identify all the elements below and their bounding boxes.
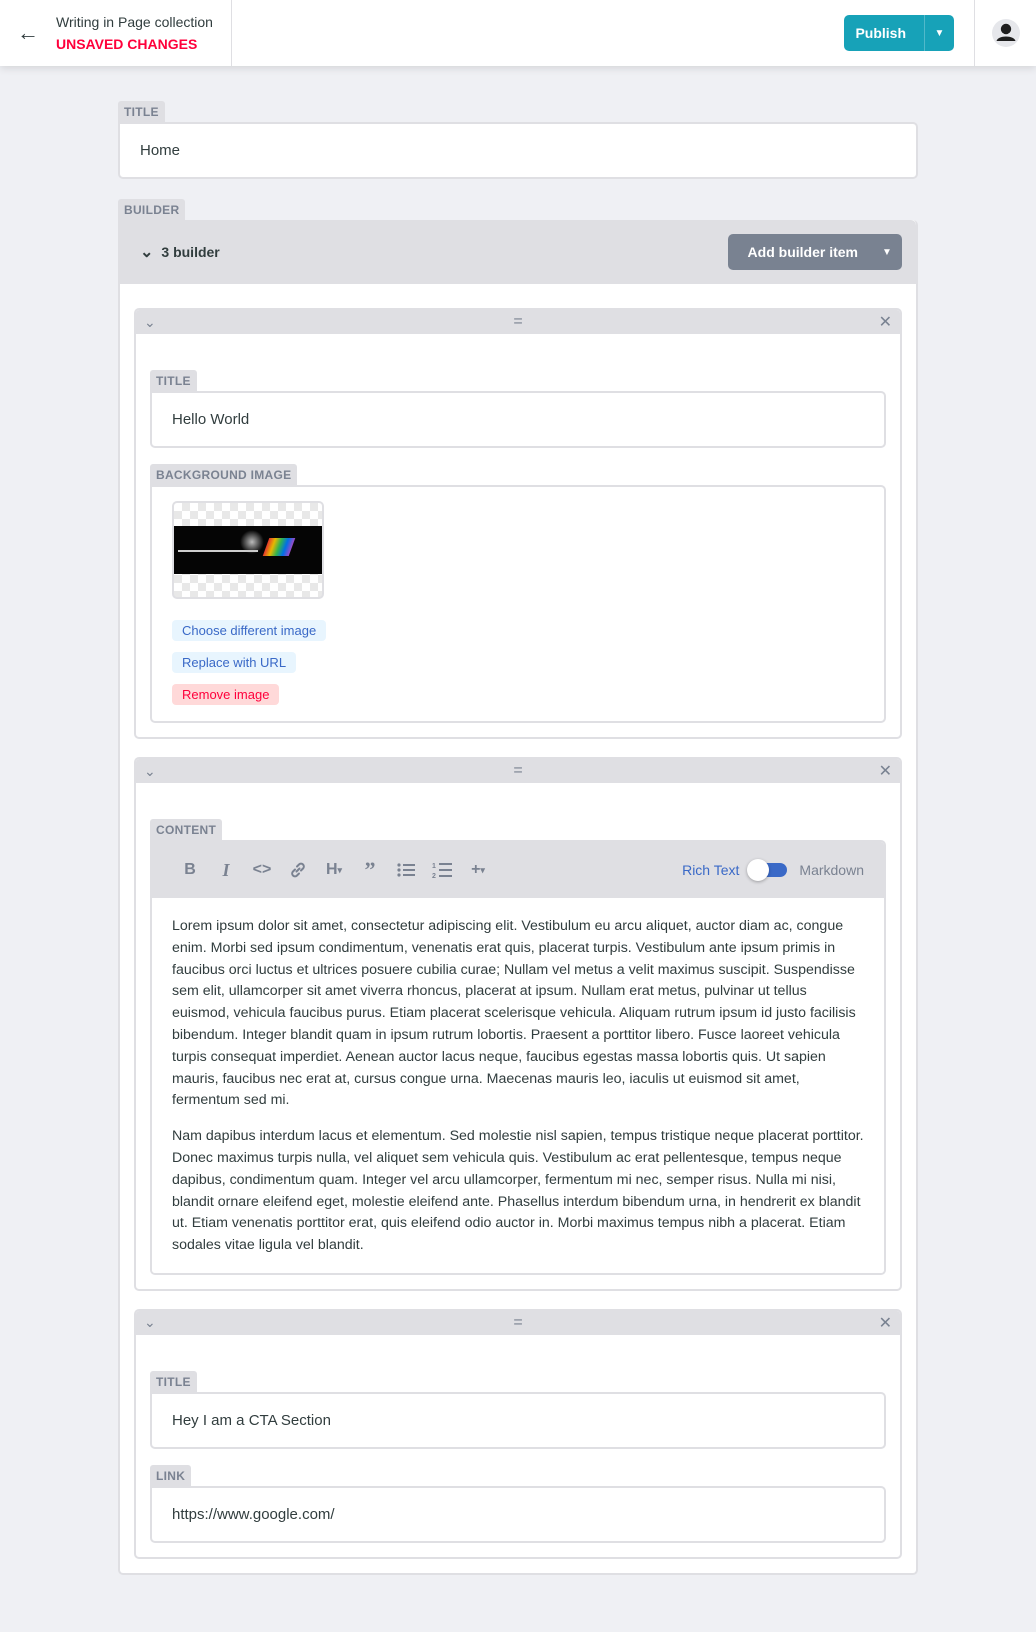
top-bar — [0, 0, 1036, 66]
chevron-down-icon[interactable]: ⌄ — [144, 1314, 156, 1331]
bold-icon[interactable]: B — [184, 861, 196, 878]
chevron-down-icon[interactable]: ⌄ — [144, 313, 156, 330]
remove-image-button[interactable]: Remove image — [172, 684, 279, 705]
rich-text-mode-label[interactable]: Rich Text — [682, 862, 740, 878]
paragraph[interactable]: Lorem ipsum dolor sit amet, consectetur adipiscing elit. Vestibulum eu arcu aliquet, auctor diam ac, congue enim. Morbi sed ipsum condimentum, venenatis erat quis, placerat turpis. Vestibulum ante ipsum primis in faucibus orci luctus et ultrices posuere cubilia curae; Nullam vel metus a velit maximus suscipit. Suspendisse sem elit, ullamcorper sit amet viverra rhoncus, placerat at ipsum. Nullam erat metus, pulvinar ut tellus euismod, vehicula faucibus purus. Etiam placerat scelerisque vehicula. Aliquam rutrum ipsum id justo facilisis bibendum. Integer blandit quam in ipsum rutrum lobortis. Praesent a porttitor libero. Fusce laoreet vehicula turpis consequat imperdiet. Aenean auctor lacus neque, faucibus egestas massa lobortis quis. Ut sapien mauris, faucibus nec erat at, cursus congue urna. Maecenas mauris leo, iaculis ut euismod sit amet, fermentum sed mi. — [172, 918, 856, 1109]
title-field-group — [118, 101, 918, 179]
builder-item-bar — [136, 310, 900, 334]
arrow-left-icon[interactable]: ← — [17, 20, 39, 45]
chevron-down-icon[interactable]: ⌄ — [144, 762, 156, 779]
code-icon[interactable]: <> — [252, 861, 272, 878]
caret-down-icon[interactable]: ▼ — [882, 246, 892, 258]
user-avatar-icon[interactable] — [991, 18, 1021, 48]
builder-item — [134, 308, 902, 739]
markdown-editor — [150, 840, 886, 1275]
close-icon[interactable]: ✕ — [878, 314, 892, 331]
svg-text:1: 1 — [432, 863, 436, 870]
builder-item — [134, 1309, 902, 1559]
builder-list — [118, 220, 918, 1575]
editor-toolbar — [152, 842, 884, 898]
cta-link-input[interactable]: https://www.google.com/ — [150, 1486, 886, 1543]
content-label: CONTENT — [150, 819, 222, 840]
editor-mode-toggle[interactable] — [751, 863, 787, 877]
builder-toolbar — [120, 220, 916, 284]
numbered-list-icon[interactable] — [424, 855, 460, 885]
add-builder-item-label[interactable]: Add builder item — [747, 244, 858, 260]
background-image-group — [150, 464, 886, 723]
caret-down-icon[interactable]: ▼ — [924, 15, 954, 51]
back-to-collection[interactable] — [0, 0, 232, 66]
publish-label[interactable]: Publish — [855, 25, 906, 41]
cta-link-group — [150, 1465, 886, 1543]
drag-handle-icon[interactable]: = — [513, 313, 523, 330]
replace-with-url-button[interactable]: Replace with URL — [172, 652, 296, 673]
markdown-mode-label[interactable]: Markdown — [799, 862, 864, 878]
builder-item-bar — [136, 1311, 900, 1335]
builder-label: BUILDER — [118, 199, 185, 220]
image-thumbnail — [172, 501, 324, 599]
link-icon[interactable] — [280, 855, 316, 885]
profile-menu[interactable] — [974, 0, 1036, 66]
builder-collapse-toggle[interactable] — [140, 242, 220, 262]
entry-editor — [118, 101, 918, 1575]
choose-different-image-button[interactable]: Choose different image — [172, 620, 326, 641]
item-title-label: TITLE — [150, 370, 197, 391]
svg-text:2: 2 — [432, 873, 436, 879]
close-icon[interactable]: ✕ — [878, 763, 892, 780]
collection-title: Writing in Page collection — [56, 14, 213, 30]
paragraph[interactable]: Nam dapibus interdum lacus et elementum. Sed molestie nisl sapien, tempus tristique neque placerat porttitor. Donec maximus turpis nulla, vel aliquet sem vehicula quis. Vestibulum ac erat pellentesque, tempus neque dapibus, condimentum quam. Integer vel arcu ullamcorper, fermentum mi nec, semper risus. Nulla mi nisi, blandit ornare eleifend eget, molestie eleifend ante. Phasellus interdum bibendum urna, in hendrerit ex blandit ut. Etiam venenatis porttitor erat, quis eleifend odio auctor in. Morbi maximus tempus nibh a placerat. Etiam sodales vitae ligula vel blandit. — [172, 1128, 864, 1254]
background-image-label: BACKGROUND IMAGE — [150, 464, 297, 485]
publish-button[interactable] — [844, 15, 954, 51]
chevron-down-icon[interactable]: ⌄ — [140, 244, 154, 261]
cta-title-group — [150, 1371, 886, 1449]
drag-handle-icon[interactable]: = — [513, 762, 523, 779]
title-input[interactable]: Home — [118, 122, 918, 179]
rich-text-content[interactable] — [152, 898, 884, 1273]
image-preview — [174, 526, 322, 574]
heading-icon[interactable]: H ▾ — [325, 861, 343, 878]
cta-link-label: LINK — [150, 1465, 191, 1486]
content-group — [150, 819, 886, 1275]
close-icon[interactable]: ✕ — [878, 1314, 892, 1332]
title-label: TITLE — [118, 101, 165, 122]
item-title-input[interactable]: Hello World — [150, 391, 886, 448]
cta-title-input[interactable]: Hey I am a CTA Section — [150, 1392, 886, 1449]
item-title-group — [150, 370, 886, 448]
builder-count[interactable]: 3 builder — [161, 244, 220, 260]
drag-handle-icon[interactable]: = — [513, 1313, 523, 1331]
italic-icon[interactable]: I — [222, 859, 230, 880]
cta-title-label: TITLE — [150, 1371, 197, 1392]
add-builder-item-button[interactable] — [728, 234, 902, 270]
add-component-icon[interactable]: + ▾ — [471, 861, 485, 878]
builder-item — [134, 757, 902, 1291]
builder-field-group — [118, 199, 918, 1575]
image-widget — [150, 485, 886, 723]
unsaved-status: UNSAVED CHANGES — [56, 36, 198, 52]
bulleted-list-icon[interactable] — [388, 855, 424, 885]
quote-icon[interactable]: ” — [364, 857, 376, 882]
builder-item-bar — [136, 759, 900, 783]
